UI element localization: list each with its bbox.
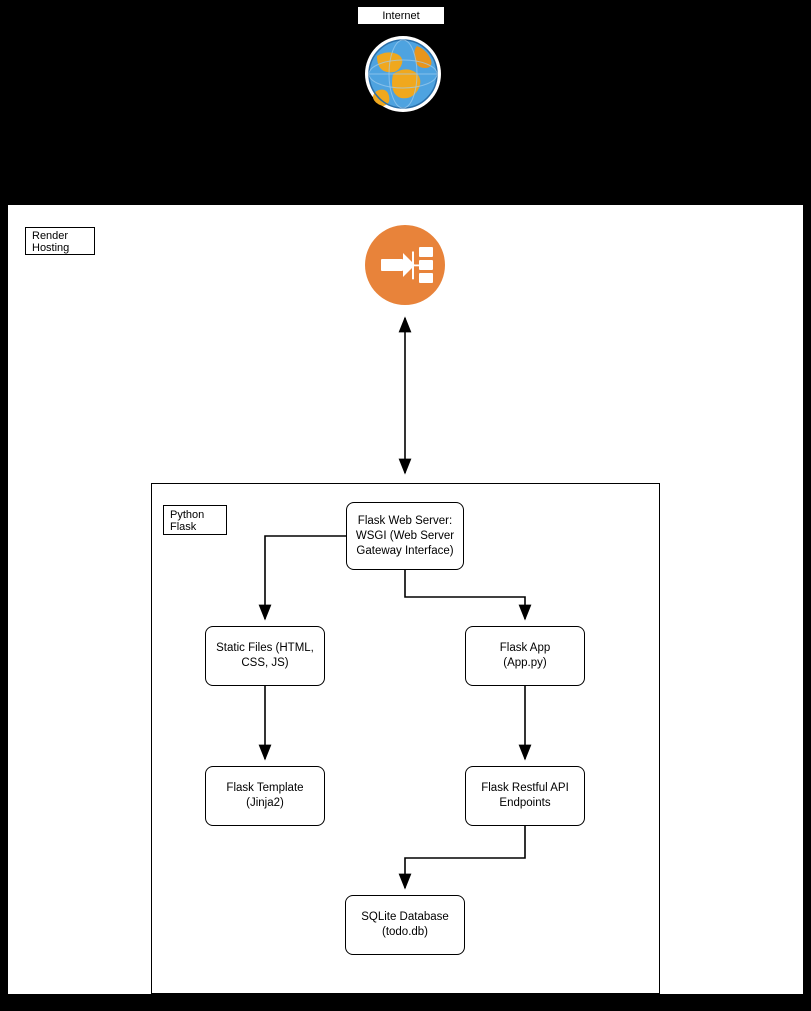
node-static-files[interactable]: Static Files (HTML, CSS, JS)	[205, 626, 325, 686]
node-flask-web-server[interactable]: Flask Web Server: WSGI (Web Server Gateway Interface)	[346, 502, 464, 570]
node-flask-template[interactable]: Flask Template (Jinja2)	[205, 766, 325, 826]
render-hosting-label: Render Hosting	[25, 227, 95, 255]
internet-zone-label: Internet	[357, 6, 445, 25]
globe-icon	[363, 34, 443, 114]
aws-load-balancer-icon	[365, 225, 445, 305]
node-flask-app[interactable]: Flask App (App.py)	[465, 626, 585, 686]
node-sqlite-database[interactable]: SQLite Database (todo.db)	[345, 895, 465, 955]
node-flask-restful-api[interactable]: Flask Restful API Endpoints	[465, 766, 585, 826]
python-flask-label: Python Flask	[163, 505, 227, 535]
